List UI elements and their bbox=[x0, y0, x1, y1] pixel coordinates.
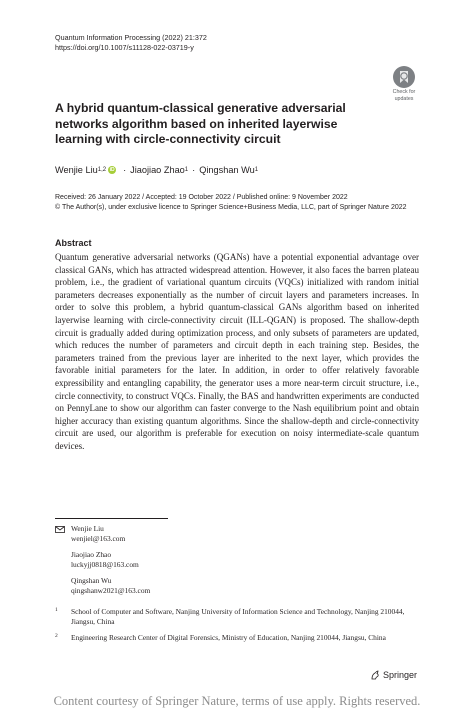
affiliation-number: 2 bbox=[55, 633, 58, 639]
contact-email[interactable]: wenjiel@163.com bbox=[71, 534, 126, 543]
contact-name: Qingshan Wu bbox=[71, 576, 112, 585]
affiliation-text: School of Computer and Software, Nanjing University of Information Science and Technology, Nanjing 210044, Jiangsu, China bbox=[71, 607, 405, 626]
journal-citation: Quantum Information Processing (2022) 21:372 bbox=[55, 33, 207, 42]
affiliation-item bbox=[55, 633, 419, 643]
author-name[interactable]: Wenjie Liu bbox=[55, 165, 98, 175]
bookmark-icon bbox=[393, 66, 415, 88]
author-affiliation-marker: 1 bbox=[254, 167, 259, 173]
springer-horse-icon bbox=[370, 670, 380, 680]
affiliation-item bbox=[55, 607, 419, 627]
springer-logo[interactable] bbox=[370, 670, 417, 680]
contact-name: Wenjie Liu bbox=[71, 524, 104, 533]
journal-header bbox=[55, 33, 207, 52]
badge-label-line2: updates bbox=[394, 96, 414, 102]
author-list bbox=[55, 164, 258, 176]
dates-line: Received: 26 January 2022 / Accepted: 19 October 2022 / Published online: 9 November 2022 bbox=[55, 194, 348, 201]
affiliation-number: 1 bbox=[55, 607, 58, 613]
abstract-heading: Abstract bbox=[55, 238, 92, 248]
author-affiliation-marker: 1,2 bbox=[97, 167, 107, 173]
courtesy-notice: Content courtesy of Springer Nature, terms of use apply. Rights reserved. bbox=[53, 694, 421, 708]
envelope-icon bbox=[55, 526, 65, 536]
contact-entry bbox=[55, 550, 139, 570]
author-name[interactable]: Jiaojiao Zhao bbox=[130, 165, 185, 175]
author-separator: · bbox=[123, 165, 127, 175]
badge-label-line1: Check for bbox=[392, 89, 416, 95]
publisher-name: Springer bbox=[383, 670, 418, 680]
author-name[interactable]: Qingshan Wu bbox=[199, 165, 255, 175]
contact-email[interactable]: qingshanw2021@163.com bbox=[71, 586, 151, 595]
contact-email[interactable]: luckyjj0818@163.com bbox=[71, 560, 139, 569]
footnote-divider bbox=[55, 518, 168, 519]
check-for-updates-badge[interactable] bbox=[388, 66, 420, 100]
author-affiliation-marker: 1 bbox=[184, 167, 189, 173]
corresponding-author bbox=[55, 524, 125, 544]
author-separator: · bbox=[192, 165, 196, 175]
publication-dates bbox=[55, 193, 407, 213]
copyright-line: © The Author(s), under exclusive licence to Springer Science+Business Media, LLC, part of Springer Nature 2022 bbox=[55, 204, 407, 211]
doi-link[interactable]: https://doi.org/10.1007/s11128-022-03719-y bbox=[55, 42, 194, 52]
abstract-body: Quantum generative adversarial networks (QGANs) have a potential exponential advantage over classical GANs, which has attracted widespread attention. However, it also faces the barren plateau problem, i.e., the gradient of variational quantum circuits (VQCs) initialized with random initial parameters decreases exponentially as the number of circuit layers and parameters increases. In order to solve this problem, a hybrid quantum-classical GANs algorithm based on inherited layerwise learning with circle-connectivity circuit (ILL-QGAN) is proposed. The shallow-depth circuit is gradually added during optimization process, and only subsets of parameters are updated, which reduces the number of parameters and circuit depth in each training step. Besides, the parameters trained from the previous layer are inherited to the next layer, which provides the favorable initial parameters for the later. In addition, in order to offer relatively favorable expressibility and entangling capability, the generator uses a more near-term circuit structure, i.e., circle connectivity, to construct VQCs. Finally, the BAS and handwritten experiments are conducted on PennyLane to show our algorithm can faster converge to the Nash equilibrium point and obtain higher accuracy than existing quantum algorithms. Since the shallow-depth and circle-connectivity circuit are used, our algorithm is preferable for execution on noisy intermediate-scale quantum devices. bbox=[55, 252, 419, 451]
article-title: A hybrid quantum-classical generative adversarial networks algorithm based on inherited layerwise learning with circle-connectivity circuit bbox=[55, 101, 346, 147]
affiliation-text: Engineering Research Center of Digital Forensics, Ministry of Education, Nanjing 210044, Jiangsu, China bbox=[71, 633, 386, 642]
contact-name: Jiaojiao Zhao bbox=[71, 550, 112, 559]
orcid-icon[interactable]: iD bbox=[109, 167, 115, 173]
contact-entry bbox=[55, 576, 150, 596]
